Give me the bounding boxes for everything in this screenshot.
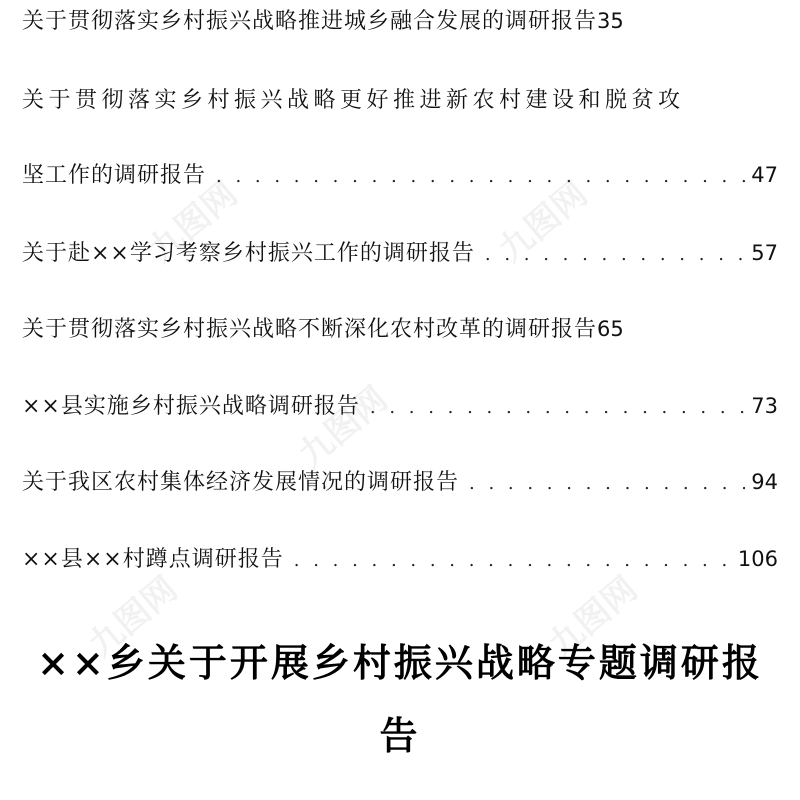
watermark: 九图网 [291,379,396,476]
toc-entry-title: ××县实施乡村振兴战略调研报告 [22,394,360,419]
toc-entry-page: 65 [597,317,624,341]
toc-entry-page: 35 [597,9,624,33]
toc-entry-page: 94 [751,470,778,494]
toc-leader-dots [485,244,745,265]
toc-entry[interactable] [22,83,778,123]
section-title-line1: ××乡关于开展乡村振兴战略专题调研报 [37,640,763,685]
toc-entry-page: 106 [737,547,778,571]
toc-leader-dots [294,550,732,571]
toc-entry[interactable] [22,236,778,276]
watermark: 九图网 [81,569,186,666]
watermark: 九图网 [141,174,246,271]
toc-entry[interactable] [22,542,778,582]
watermark: 九图网 [491,174,596,271]
toc-entry[interactable] [22,4,778,44]
toc-leader-dots [469,473,745,494]
toc-entry-page: 57 [751,241,778,265]
toc-entry-title: 关于贯彻落实乡村振兴战略更好推进新农村建设和脱贫攻 [22,88,685,113]
section-title-line2: 告 [379,713,421,758]
toc-entry-title: 关于我区农村集体经济发展情况的调研报告 [22,470,460,495]
toc-entry[interactable] [22,158,778,198]
toc-entry-title: 关于贯彻落实乡村振兴战略推进城乡融合发展的调研报告 [22,9,598,34]
toc-entry[interactable] [22,465,778,505]
toc-entry-page: 73 [751,394,778,418]
toc-entry-title: ××县××村蹲点调研报告 [22,547,284,572]
toc-leader-dots [216,166,745,187]
toc-entry-page: 47 [751,163,778,187]
toc-entry-title: 关于贯彻落实乡村振兴战略不断深化农村改革的调研报告 [22,317,598,342]
toc-entry-title: 关于赴××学习考察乡村振兴工作的调研报告 [22,241,475,266]
toc-entry-title: 坚工作的调研报告 [22,163,207,188]
toc-leader-dots [370,397,745,418]
toc-entry[interactable] [22,312,778,352]
toc-entry[interactable] [22,389,778,429]
watermark: 九图网 [541,569,646,666]
